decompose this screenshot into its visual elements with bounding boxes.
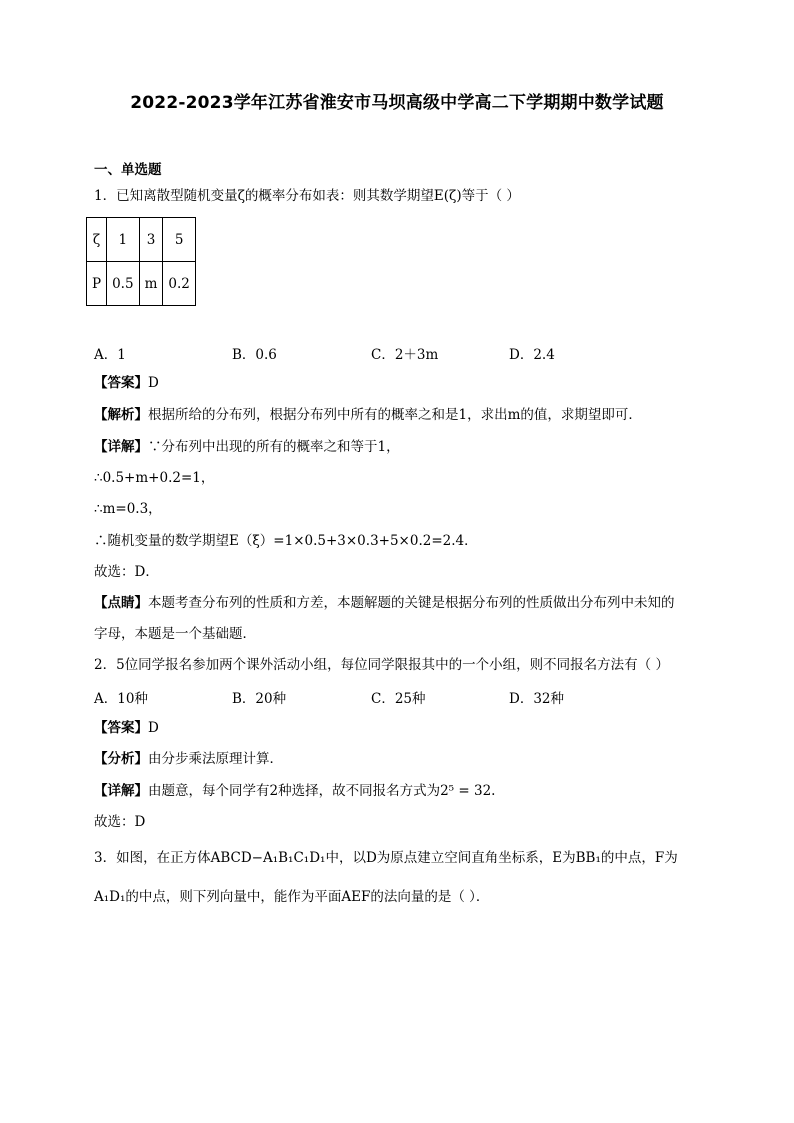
table-cell: 0.2 — [163, 262, 195, 306]
answer-value: D — [148, 720, 159, 736]
q1-option-d: D．2.4 — [509, 347, 555, 363]
analysis-text: 根据所给的分布列，根据分布列中所有的概率之和是1，求出m的值，求期望即可． — [148, 407, 642, 423]
q1-option-c: C．2＋3m — [371, 347, 439, 363]
table-cell: m — [139, 262, 163, 306]
q2-stem: 2．5位同学报名参加两个课外活动小组，每位同学限报其中的一个小组，则不同报名方法有（ ） — [94, 657, 669, 673]
section-heading: 一、单选题 — [94, 162, 162, 178]
table-row — [87, 262, 196, 306]
answer-tag: 【答案】 — [94, 375, 148, 391]
q1-comment-line-1 — [94, 593, 675, 613]
analysis-text: 由分步乘法原理计算． — [148, 751, 283, 767]
q1-detail-line-1 — [94, 437, 400, 457]
table-cell: 1 — [107, 218, 139, 262]
q2-answer — [94, 718, 159, 738]
answer-value: D — [148, 375, 159, 391]
q2-option-a: A．10种 — [94, 691, 148, 707]
comment-text: 本题考查分布列的性质和方差，本题解题的关键是根据分布列的性质做出分布列中未知的 — [148, 595, 675, 611]
q2-option-c: C．25种 — [371, 691, 426, 707]
q1-detail-line-3: ∴m=0.3， — [94, 501, 162, 517]
q3-stem-line-1: 3．如图，在正方体ABCD−A₁B₁C₁D₁中，以D为原点建立空间直角坐标系，E为BB₁的中点，F为 — [94, 850, 678, 866]
q1-conclusion: 故选：D． — [94, 564, 159, 580]
detail-tag: 【详解】 — [94, 783, 148, 799]
analysis-tag: 【分析】 — [94, 751, 148, 767]
q2-option-b: B．20种 — [232, 691, 287, 707]
comment-tag: 【点睛】 — [94, 595, 148, 611]
distribution-table — [86, 217, 196, 306]
q1-detail-line-4: ∴随机变量的数学期望E（ξ）=1×0.5+3×0.3+5×0.2=2.4． — [94, 533, 478, 549]
q1-answer — [94, 373, 159, 393]
q1-comment-line-2: 字母，本题是一个基础题． — [94, 626, 256, 642]
detail-text: 由题意，每个同学有2种选择，故不同报名方式为2⁵ = 32. — [148, 783, 496, 799]
q1-option-a: A．1 — [94, 347, 126, 363]
analysis-tag: 【解析】 — [94, 407, 148, 423]
table-cell: ζ — [87, 218, 107, 262]
q1-option-b: B．0.6 — [232, 347, 277, 363]
table-row — [87, 218, 196, 262]
q3-stem-line-2: A₁D₁的中点，则下列向量中，能作为平面AEF的法向量的是（ ）． — [94, 889, 490, 905]
q2-analysis — [94, 749, 283, 769]
table-cell: P — [87, 262, 107, 306]
q1-analysis — [94, 405, 642, 425]
detail-tag: 【详解】 — [94, 439, 148, 455]
table-cell: 3 — [139, 218, 163, 262]
table-cell: 5 — [163, 218, 195, 262]
table-cell: 0.5 — [107, 262, 139, 306]
q2-conclusion: 故选：D — [94, 814, 146, 830]
page-title: 2022-2023学年江苏省淮安市马坝高级中学高二下学期期中数学试题 — [130, 93, 664, 113]
q1-stem: 1．已知离散型随机变量ζ的概率分布如表：则其数学期望E(ζ)等于（ ） — [94, 188, 520, 204]
detail-text: ∵分布列中出现的所有的概率之和等于1， — [148, 439, 400, 455]
q2-detail — [94, 781, 495, 801]
q2-option-d: D．32种 — [509, 691, 565, 707]
answer-tag: 【答案】 — [94, 720, 148, 736]
q1-detail-line-2: ∴0.5+m+0.2=1， — [94, 470, 215, 486]
